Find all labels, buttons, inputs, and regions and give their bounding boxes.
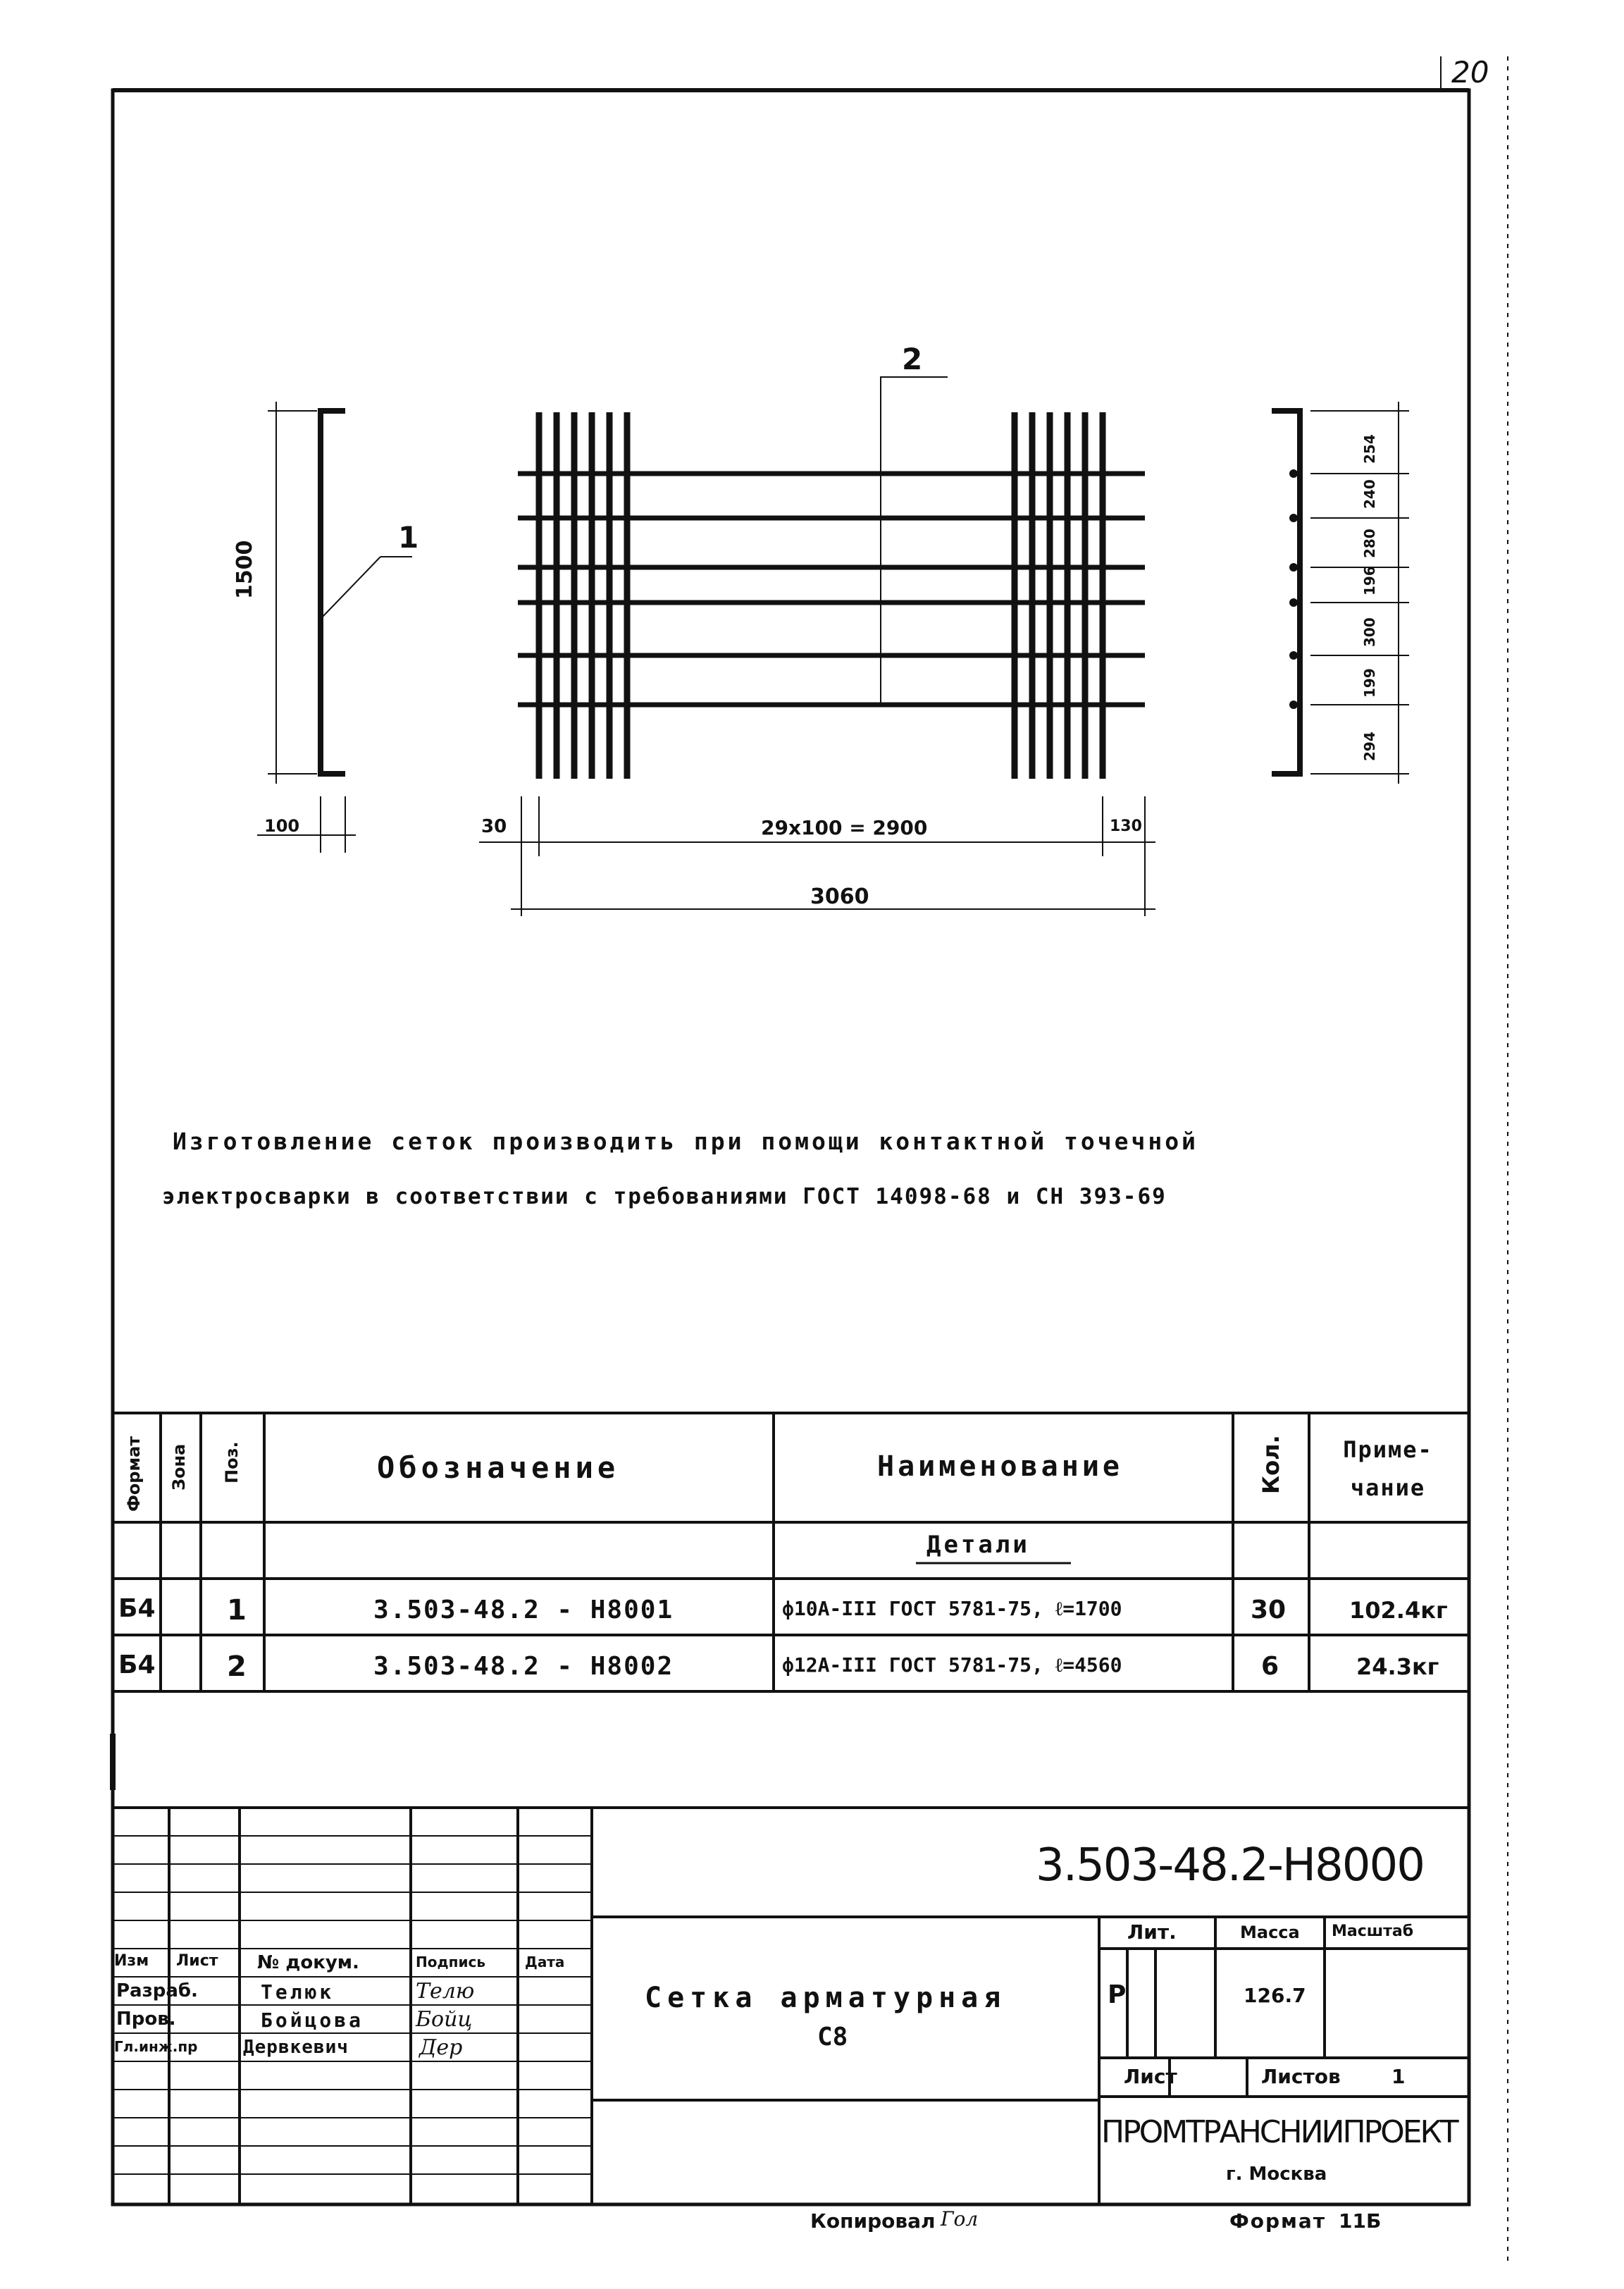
header-designation: Обозначение — [377, 1450, 620, 1485]
person-name: Дервкевич — [243, 2037, 349, 2058]
copied-label: Копировал — [810, 2209, 936, 2233]
row-designation: 3.503-48.2 - Н8001 — [373, 1596, 674, 1624]
person-signature: Телю — [416, 1979, 475, 2004]
lit-value: Р — [1108, 1980, 1127, 2009]
note-line-2: электросварки в соответствии с требованиями ГОСТ 14098-68 и СН 393-69 — [162, 1184, 1167, 1209]
row-name: ф10А-III ГОСТ 5781-75, ℓ=1700 — [782, 1597, 1122, 1620]
copied-signature: Гол — [941, 2207, 979, 2231]
document-code: 3.503-48.2-Н8000 — [1036, 1839, 1424, 1892]
organization-city: г. Москва — [1226, 2164, 1327, 2185]
header-name: Наименование — [877, 1450, 1123, 1483]
organization-name: ПРОМТРАНСНИИПРОЕКТ — [1101, 2114, 1457, 2150]
rev-header: Лист — [176, 1952, 218, 1970]
format-label: Формат — [1229, 2209, 1327, 2233]
side-dim: 300 — [1361, 617, 1378, 647]
page-number: 20 — [1451, 55, 1489, 90]
rev-header: Подпись — [416, 1954, 485, 1970]
dimension-right-offset: 130 — [1110, 818, 1142, 835]
dimension-bend: 100 — [264, 816, 300, 836]
header-pos: Поз. — [222, 1441, 242, 1483]
sheets-value: 1 — [1391, 2065, 1406, 2088]
header-note: Приме- чание — [1343, 1436, 1433, 1501]
row-note: 24.3кг — [1356, 1653, 1439, 1680]
note-line-1: Изготовление сеток производить при помощи контактной точечной — [173, 1128, 1198, 1155]
person-signature: Бойц — [416, 2007, 473, 2032]
side-dim: 254 — [1361, 434, 1378, 464]
person-role: Пров. — [116, 2009, 176, 2030]
side-dim: 199 — [1361, 668, 1378, 698]
dimension-total-length: 3060 — [810, 884, 869, 909]
row-designation: 3.503-48.2 - Н8002 — [373, 1652, 674, 1681]
lit-label: Лит. — [1127, 1920, 1177, 1944]
drawing-title: Сетка арматурная — [645, 1982, 1007, 2014]
person-name: Бойцова — [261, 2009, 364, 2032]
header-zone: Зона — [169, 1443, 189, 1491]
dimension-spacing: 29x100 = 2900 — [761, 816, 928, 839]
person-name: Телюк — [261, 1980, 335, 2004]
mass-value: 126.7 — [1244, 1984, 1306, 2007]
position-label-2: 2 — [902, 342, 923, 376]
dimension-left-offset: 30 — [481, 816, 507, 837]
header-qty: Кол. — [1258, 1435, 1284, 1494]
mesh-transverse-right — [1015, 412, 1103, 779]
side-dim: 240 — [1361, 479, 1378, 509]
side-dim: 196 — [1361, 566, 1378, 596]
row-format: Б4 — [118, 1594, 156, 1623]
sheets-label: Листов — [1261, 2065, 1341, 2088]
row-format: Б4 — [118, 1651, 156, 1679]
row-qty: 6 — [1261, 1652, 1279, 1681]
mass-label: Масса — [1240, 1923, 1300, 1942]
scale-label: Масштаб — [1332, 1923, 1414, 1940]
rev-header: Изм — [114, 1952, 149, 1970]
section-title: Детали — [926, 1531, 1030, 1559]
row-note: 102.4кг — [1349, 1597, 1448, 1624]
row-pos: 2 — [227, 1651, 247, 1683]
rev-header: Дата — [525, 1954, 565, 1970]
row-qty: 30 — [1251, 1596, 1287, 1624]
format-value: 11Б — [1339, 2209, 1382, 2233]
row-pos: 1 — [227, 1594, 247, 1627]
position-label-1: 1 — [398, 520, 419, 555]
side-dim: 294 — [1361, 732, 1378, 761]
header-format: Формат — [124, 1436, 144, 1512]
drawing-title-mark: С8 — [817, 2023, 848, 2052]
mesh-side-view — [1272, 411, 1300, 774]
person-role: Разраб. — [116, 1980, 198, 2001]
bar-pos1 — [321, 411, 345, 774]
person-role: Гл.инж.пр — [114, 2038, 198, 2055]
person-signature: Дер — [419, 2035, 463, 2060]
sheet-label: Лист — [1124, 2065, 1177, 2088]
rev-header: № докум. — [257, 1952, 359, 1973]
dimension-height: 1500 — [233, 540, 257, 599]
side-dim: 280 — [1361, 529, 1378, 558]
mesh-transverse-left — [539, 412, 627, 779]
row-name: ф12А-III ГОСТ 5781-75, ℓ=4560 — [782, 1653, 1122, 1677]
